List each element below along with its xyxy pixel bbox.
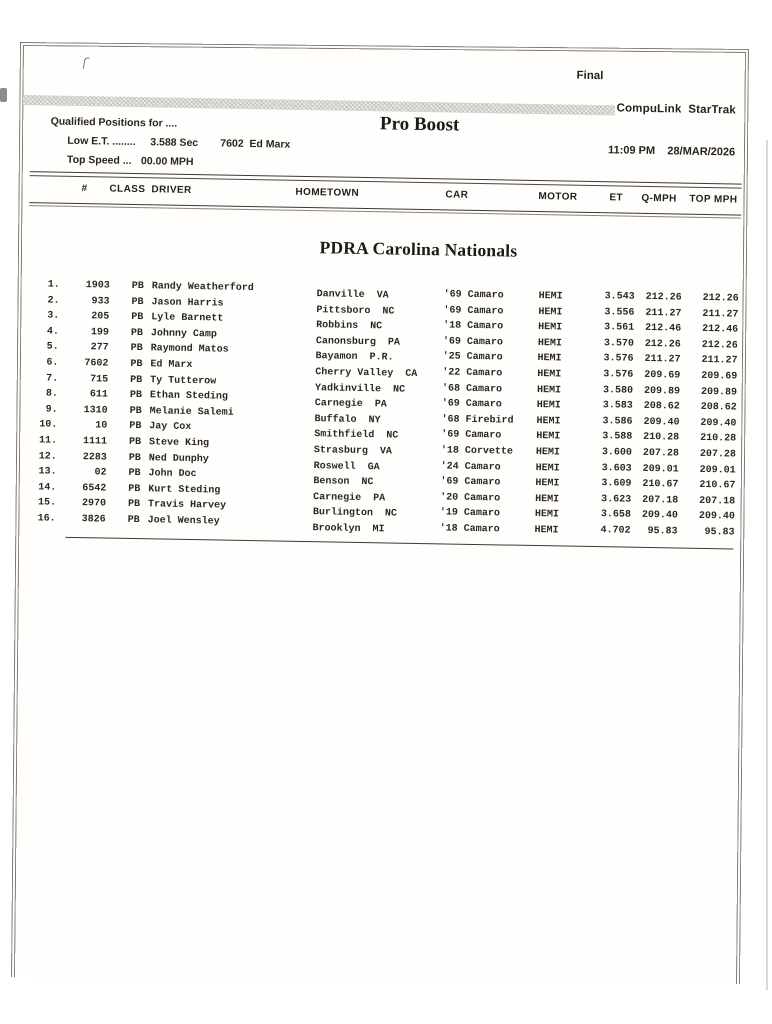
cell-car: '20 Camaro bbox=[440, 492, 501, 505]
cell-car-number: 933 bbox=[91, 295, 110, 308]
cell-topmph: 211.27 bbox=[702, 308, 739, 321]
cell-motor: HEMI bbox=[538, 322, 563, 334]
report-label: Qualified Positions for .... bbox=[50, 115, 178, 130]
cell-car-number: 1903 bbox=[85, 280, 110, 292]
cell-position: 15. bbox=[37, 497, 57, 509]
cell-qmph: 210.67 bbox=[642, 479, 679, 491]
cell-position: 10. bbox=[39, 419, 58, 432]
cell-motor: HEMI bbox=[537, 369, 562, 381]
cell-driver: Kurt Steding bbox=[148, 483, 221, 497]
cell-class: PB bbox=[130, 374, 143, 386]
cell-topmph: 95.83 bbox=[704, 526, 735, 539]
column-header-motor: MOTOR bbox=[538, 191, 578, 203]
cell-class: PB bbox=[130, 327, 144, 339]
cell-class: PB bbox=[131, 280, 144, 293]
cell-car-number: 1111 bbox=[82, 436, 108, 448]
cell-car: '24 Camaro bbox=[440, 460, 501, 473]
cell-et: 3.658 bbox=[600, 509, 631, 522]
cell-motor: HEMI bbox=[536, 431, 561, 443]
column-header-driver: DRIVER bbox=[151, 184, 192, 196]
cell-topmph: 209.69 bbox=[701, 370, 738, 383]
cell-hometown: Pittsboro NC bbox=[316, 304, 395, 318]
cell-driver: Joel Wensley bbox=[147, 515, 220, 528]
cell-qmph: 210.28 bbox=[643, 432, 680, 444]
scan-mark bbox=[83, 57, 90, 70]
cell-hometown: Danville VA bbox=[316, 289, 389, 302]
cell-car: '69 Camaro bbox=[441, 398, 502, 411]
cell-motor: HEMI bbox=[535, 446, 561, 459]
cell-qmph: 208.62 bbox=[643, 401, 680, 413]
cell-class: PB bbox=[129, 405, 142, 417]
cell-car-number: 715 bbox=[90, 373, 109, 386]
column-header-qmph: Q-MPH bbox=[641, 192, 677, 205]
cell-motor: HEMI bbox=[534, 509, 559, 521]
cell-car-number: 6542 bbox=[82, 482, 107, 495]
cell-topmph: 210.28 bbox=[700, 433, 737, 445]
cell-class: PB bbox=[131, 312, 144, 324]
cell-hometown: Strasburg VA bbox=[313, 445, 393, 458]
cell-topmph: 210.67 bbox=[699, 480, 736, 492]
cell-et: 4.702 bbox=[600, 525, 631, 537]
low-et-value: 3.588 Sec bbox=[150, 136, 199, 150]
print-date: 28/MAR/2026 bbox=[667, 145, 736, 159]
cell-position: 3. bbox=[47, 310, 60, 322]
cell-driver: John Doc bbox=[148, 468, 197, 481]
cell-et: 3.609 bbox=[601, 478, 632, 490]
cell-car-number: 205 bbox=[91, 311, 110, 323]
scan-edge-smudge bbox=[0, 88, 7, 102]
cell-qmph: 212.26 bbox=[645, 291, 682, 304]
cell-motor: HEMI bbox=[537, 337, 562, 350]
cell-qmph: 212.26 bbox=[644, 338, 681, 351]
cell-et: 3.586 bbox=[602, 415, 633, 428]
cell-hometown: Cherry Valley CA bbox=[315, 367, 418, 380]
cell-car-number: 10 bbox=[95, 420, 108, 432]
cell-driver: Ethan Steding bbox=[149, 390, 228, 403]
cell-car-number: 2970 bbox=[81, 498, 107, 510]
low-et-holder: 7602 Ed Marx bbox=[220, 137, 291, 151]
cell-class: PB bbox=[129, 421, 142, 433]
cell-hometown: Carnegie PA bbox=[313, 491, 386, 505]
cell-hometown: Smithfield NC bbox=[314, 429, 399, 442]
scan-edge-line bbox=[766, 140, 768, 990]
cell-et: 3.623 bbox=[601, 493, 632, 506]
cell-class: PB bbox=[128, 452, 141, 464]
cell-topmph: 212.26 bbox=[701, 339, 738, 352]
cell-topmph: 212.26 bbox=[702, 292, 739, 305]
column-header-et: ET bbox=[609, 192, 624, 204]
cell-car-number: 2283 bbox=[82, 451, 107, 464]
cell-car-number: 611 bbox=[89, 389, 108, 401]
cell-car-number: 277 bbox=[90, 342, 109, 354]
cell-topmph: 211.27 bbox=[701, 355, 738, 367]
cell-class: PB bbox=[130, 343, 143, 355]
cell-driver: Jay Cox bbox=[149, 421, 192, 434]
cell-driver: Johnny Camp bbox=[150, 328, 218, 341]
cell-car-number: 1310 bbox=[83, 404, 108, 417]
cell-position: 8. bbox=[45, 388, 58, 400]
cell-qmph: 207.28 bbox=[642, 447, 680, 460]
cell-class: PB bbox=[127, 514, 140, 527]
results-sheet-frame bbox=[11, 42, 749, 984]
cell-qmph: 209.40 bbox=[641, 510, 678, 522]
cell-qmph: 95.83 bbox=[647, 525, 678, 538]
cell-hometown: Benson NC bbox=[313, 476, 374, 489]
cell-hometown: Yadkinville NC bbox=[314, 382, 406, 396]
column-header-class: CLASS bbox=[109, 183, 146, 196]
cell-driver: Lyle Barnett bbox=[151, 312, 224, 325]
header-rule-bottom bbox=[29, 202, 741, 218]
cell-et: 3.570 bbox=[603, 337, 634, 350]
cell-topmph: 207.18 bbox=[699, 495, 736, 508]
event-title: PDRA Carolina Nationals bbox=[319, 237, 518, 261]
cell-position: 11. bbox=[38, 435, 58, 447]
cell-et: 3.600 bbox=[601, 447, 633, 459]
datetime-gap bbox=[655, 145, 667, 157]
cell-car-number: 199 bbox=[90, 327, 110, 339]
cell-class: PB bbox=[129, 390, 142, 402]
top-speed-value: 00.00 MPH bbox=[140, 155, 194, 169]
cell-qmph: 209.69 bbox=[644, 369, 681, 382]
cell-topmph: 208.62 bbox=[700, 402, 737, 414]
cell-car: '69 Camaro bbox=[443, 289, 504, 302]
cell-et: 3.580 bbox=[602, 384, 634, 397]
cell-topmph: 209.89 bbox=[700, 386, 738, 399]
cell-position: 14. bbox=[38, 482, 57, 494]
cell-driver: Ty Tutterow bbox=[150, 374, 217, 388]
cell-car: '19 Camaro bbox=[439, 507, 500, 520]
cell-hometown: Burlington NC bbox=[312, 507, 397, 520]
cell-driver: Steve King bbox=[148, 437, 210, 450]
cell-class: PB bbox=[127, 499, 141, 511]
cell-hometown: Robbins NC bbox=[316, 320, 383, 333]
cell-topmph: 207.28 bbox=[699, 448, 737, 461]
cell-motor: HEMI bbox=[534, 524, 559, 537]
cell-driver: Randy Weatherford bbox=[151, 281, 254, 295]
cell-motor: HEMI bbox=[536, 384, 562, 397]
cell-class: PB bbox=[128, 483, 141, 495]
cell-hometown: Brooklyn MI bbox=[312, 523, 385, 536]
brand-compulink-startrak: CompuLink StarTrak bbox=[616, 102, 737, 117]
status-final: Final bbox=[576, 69, 604, 83]
cell-et: 3.576 bbox=[603, 353, 634, 366]
cell-qmph: 211.27 bbox=[645, 307, 682, 320]
cell-topmph: 212.46 bbox=[702, 324, 739, 336]
cell-qmph: 211.27 bbox=[644, 354, 681, 366]
cell-motor: HEMI bbox=[538, 306, 563, 319]
cell-et: 3.583 bbox=[602, 400, 633, 412]
cell-class: PB bbox=[130, 358, 143, 371]
cell-position: 5. bbox=[46, 341, 59, 354]
cell-et: 3.603 bbox=[601, 462, 632, 475]
cell-qmph: 212.46 bbox=[645, 323, 682, 335]
cell-et: 3.576 bbox=[603, 369, 634, 381]
cell-class: PB bbox=[128, 436, 142, 449]
cell-motor: HEMI bbox=[538, 291, 563, 303]
print-time: 11:09 PM bbox=[607, 144, 656, 158]
cell-qmph: 207.18 bbox=[642, 494, 679, 507]
cell-position: 6. bbox=[46, 357, 59, 369]
cell-position: 9. bbox=[45, 404, 58, 416]
cell-class: PB bbox=[131, 296, 144, 308]
cell-topmph: 209.40 bbox=[698, 511, 735, 523]
column-header-topmph: TOP MPH bbox=[689, 193, 738, 206]
cell-qmph: 209.40 bbox=[643, 416, 680, 429]
cell-car: '69 Camaro bbox=[440, 476, 501, 489]
cell-motor: HEMI bbox=[535, 493, 560, 506]
cell-car: '25 Camaro bbox=[442, 351, 503, 364]
cell-class: PB bbox=[128, 468, 141, 480]
cell-car: '69 Camaro bbox=[441, 429, 502, 442]
cell-hometown: Carnegie PA bbox=[314, 398, 387, 411]
cell-motor: HEMI bbox=[536, 415, 561, 428]
cell-motor: HEMI bbox=[535, 478, 560, 490]
cell-position: 12. bbox=[38, 450, 57, 463]
column-header-hometown: HOMETOWN bbox=[295, 186, 360, 199]
cell-position: 16. bbox=[37, 513, 56, 525]
results-table bbox=[16, 280, 741, 542]
print-datetime bbox=[608, 144, 735, 158]
cell-motor: HEMI bbox=[536, 400, 561, 412]
cell-position: 1. bbox=[47, 279, 60, 291]
cell-motor: HEMI bbox=[537, 353, 562, 365]
cell-hometown: Buffalo NY bbox=[314, 413, 381, 427]
cell-car-number: 02 bbox=[94, 467, 107, 479]
cell-position: 13. bbox=[38, 466, 57, 478]
cell-driver: Ned Dunphy bbox=[148, 452, 209, 465]
cell-driver: Raymond Matos bbox=[150, 343, 229, 357]
cell-position: 2. bbox=[47, 295, 60, 307]
cell-car: '18 Camaro bbox=[443, 320, 504, 333]
cell-driver: Jason Harris bbox=[151, 296, 224, 310]
cell-car: '18 Corvette bbox=[440, 445, 514, 458]
cell-topmph: 209.01 bbox=[699, 464, 736, 477]
cell-driver: Melanie Salemi bbox=[149, 406, 234, 419]
cell-et: 3.561 bbox=[604, 322, 635, 334]
cell-motor: HEMI bbox=[535, 462, 560, 474]
top-speed-label: Top Speed ... bbox=[66, 153, 132, 167]
cell-car: '68 Camaro bbox=[441, 382, 503, 395]
cell-et: 3.588 bbox=[602, 431, 633, 444]
cell-topmph: 209.40 bbox=[700, 417, 737, 430]
cell-qmph: 209.89 bbox=[643, 385, 681, 398]
cell-car-number: 7602 bbox=[84, 358, 109, 370]
cell-et: 3.556 bbox=[604, 306, 635, 319]
cell-position: 4. bbox=[46, 326, 60, 338]
cell-driver: Travis Harvey bbox=[147, 499, 227, 512]
cell-et: 3.543 bbox=[604, 291, 635, 303]
cell-car: '22 Camaro bbox=[442, 367, 503, 380]
cell-qmph: 209.01 bbox=[642, 463, 679, 476]
cell-driver: Ed Marx bbox=[150, 359, 193, 371]
cell-hometown: Bayamon P.R. bbox=[315, 351, 394, 364]
column-header-car: CAR bbox=[445, 189, 469, 201]
cell-hometown: Roswell GA bbox=[313, 460, 380, 473]
column-header-position: # bbox=[81, 183, 88, 195]
cell-car: '18 Camaro bbox=[439, 523, 500, 536]
cell-car: '69 Camaro bbox=[443, 304, 504, 318]
low-et-label: Low E.T. ........ bbox=[67, 134, 136, 148]
cell-car-number: 3826 bbox=[81, 514, 106, 526]
cell-car: '68 Firebird bbox=[441, 414, 514, 427]
cell-car: '69 Camaro bbox=[442, 336, 503, 349]
category-title: Pro Boost bbox=[379, 113, 460, 136]
sheet-content bbox=[8, 46, 745, 989]
cell-position: 7. bbox=[46, 373, 59, 385]
cell-hometown: Canonsburg PA bbox=[315, 335, 400, 349]
